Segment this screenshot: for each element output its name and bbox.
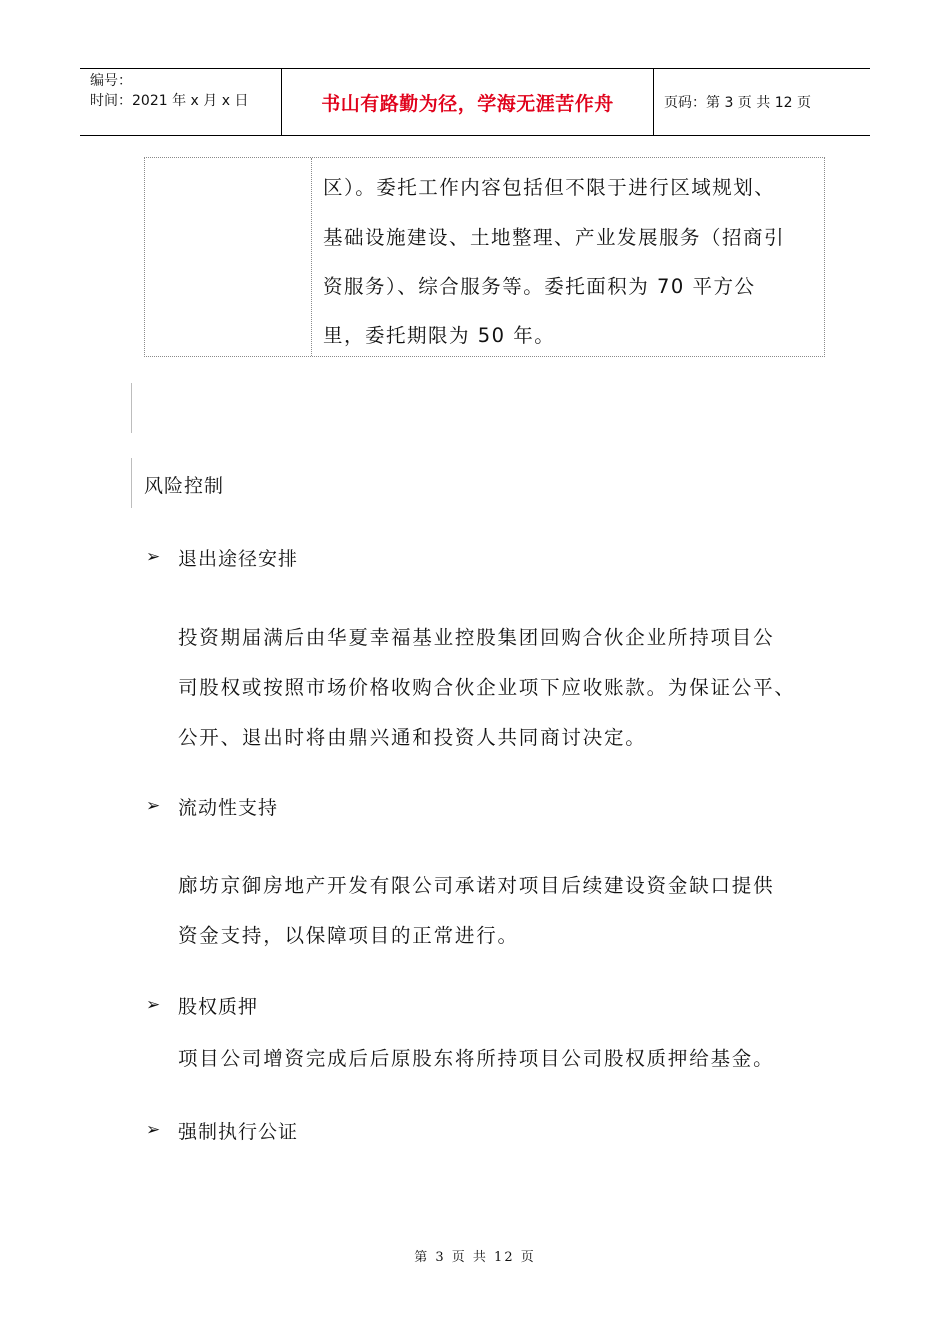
bullet-arrow-icon: ➢ (146, 1120, 161, 1140)
table-text-line: 里，委托期限为 50 年。 (323, 324, 556, 347)
bullet-title: 强制执行公证 (178, 1121, 299, 1143)
section-title: 风险控制 (144, 475, 225, 497)
document-number-label: 编号： (90, 73, 132, 89)
header-page-info: 页码：第 3 页 共 12 页 (664, 95, 811, 111)
bullet-arrow-icon: ➢ (146, 547, 161, 567)
table-column-divider (311, 158, 312, 356)
margin-bar (131, 458, 132, 508)
table-text-line: 资服务）、综合服务等。委托面积为 70 平方公 (323, 275, 756, 298)
margin-bar (131, 383, 132, 433)
header-left-cell (80, 69, 281, 135)
paragraph-line: 廊坊京御房地产开发有限公司承诺对项目后续建设资金缺口提供 (178, 874, 775, 897)
paragraph-line: 投资期届满后由华夏幸福基业控股集团回购合伙企业所持项目公 (178, 626, 775, 649)
header-motto: 书山有路勤为径，学海无涯苦作舟 (321, 92, 614, 115)
paragraph-line: 公开、退出时将由鼎兴通和投资人共同商讨决定。 (178, 726, 647, 749)
paragraph-line: 资金支持，以保障项目的正常进行。 (178, 924, 519, 947)
paragraph-line: 司股权或按照市场价格收购合伙企业项下应收账款。为保证公平、 (178, 676, 796, 699)
table-text-line: 基础设施建设、土地整理、产业发展服务（招商引 (323, 226, 786, 249)
page-footer: 第 3 页 共 12 页 (414, 1250, 536, 1265)
document-date: 时间：2021 年 x 月 x 日 (90, 93, 249, 109)
table-text-line: 区）。委托工作内容包括但不限于进行区域规划、 (323, 176, 776, 199)
content-table (144, 157, 825, 357)
header-motto-cell (281, 69, 654, 135)
bullet-arrow-icon: ➢ (146, 995, 161, 1015)
header-right-cell (654, 69, 870, 135)
bullet-title: 流动性支持 (178, 797, 279, 819)
bullet-arrow-icon: ➢ (146, 796, 161, 816)
bullet-title: 股权质押 (178, 996, 259, 1018)
bullet-title: 退出途径安排 (178, 548, 299, 570)
paragraph-line: 项目公司增资完成后后原股东将所持项目公司股权质押给基金。 (178, 1047, 775, 1070)
page-header (80, 68, 870, 136)
